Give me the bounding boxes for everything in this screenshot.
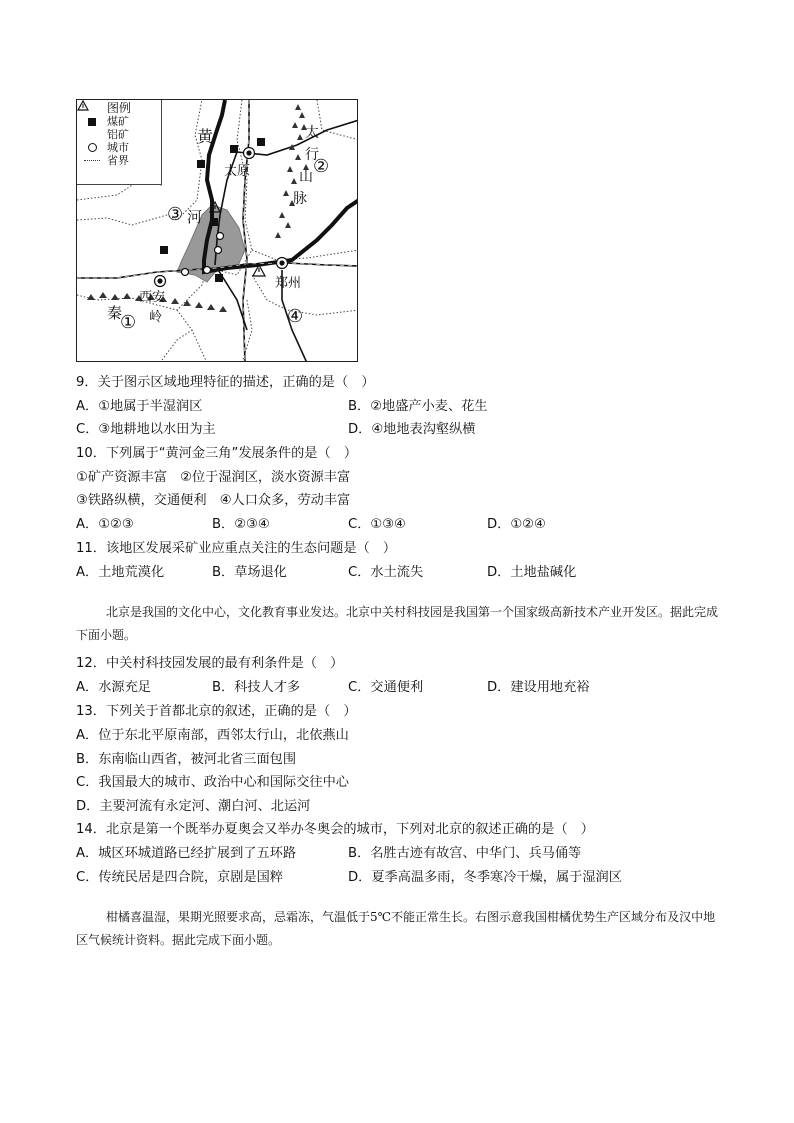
map-label-huang: 黄	[197, 127, 214, 146]
coal-mine-square-icon	[88, 118, 96, 126]
question-13-stem: 13．下列关于首都北京的叙述，正确的是（ ）	[76, 704, 357, 719]
legend-label-border: 省界	[107, 154, 129, 167]
map-label-shan: 山	[299, 169, 313, 185]
question-9-option-a: A．①地属于半湿润区	[76, 399, 203, 414]
question-14-option-b: B．名胜古迹有故宫、中华门、兵马俑等	[348, 846, 582, 861]
question-12-stem: 12．中关村科技园发展的最有利条件是（ ）	[76, 656, 344, 671]
legend-label-coal: 煤矿	[107, 115, 129, 128]
passage-citrus: 柑橘喜温湿，果期光照要求高，忌霜冻，气温低于5℃不能正常生长。右图示意我国柑橘优势生产区域分布及汉中地区气候统计资料。据此完成下面小题。	[76, 910, 716, 947]
question-12-option-d: D．建设用地充裕	[487, 680, 590, 695]
city-circle-icon	[88, 143, 97, 152]
legend-row-border	[77, 154, 161, 167]
map-label-mai: 脉	[293, 191, 307, 207]
question-10-option-d: D．①②④	[487, 517, 546, 532]
question-9-option-c: C．③地耕地以水田为主	[76, 422, 216, 437]
question-14-stem: 14．北京是第一个既举办夏奥会又举办冬奥会的城市，下列对北京的叙述正确的是（ ）	[76, 822, 594, 837]
question-10-item-2: ③铁路纵横，交通便利 ④人口众多，劳动丰富	[76, 493, 351, 508]
question-11-stem: 11．该地区发展采矿业应重点关注的生态问题是（ ）	[76, 541, 397, 556]
question-11-option-a: A．土地荒漠化	[76, 565, 165, 580]
map-legend	[77, 100, 162, 185]
map-label-he: 河	[187, 208, 203, 226]
map-label-region1: ①	[120, 312, 137, 333]
question-10-item-1: ①矿产资源丰富 ②位于湿润区，淡水资源丰富	[76, 470, 351, 485]
question-12-option-a: A．水源充足	[76, 680, 151, 695]
map-label-region4: ④	[287, 306, 304, 327]
question-9-option-d: D．④地地表沟壑纵横	[348, 422, 476, 437]
question-13-option-b: B．东南临山西省，被河北省三面包围	[76, 752, 297, 767]
legend-row-coal	[77, 115, 161, 128]
question-10-option-b: B．②③④	[212, 517, 270, 532]
question-11-option-d: D．土地盐碱化	[487, 565, 577, 580]
question-10-stem: 10．下列属于“黄河金三角”发展条件的是（ ）	[76, 446, 358, 461]
legend-title: 图例	[106, 101, 131, 115]
question-12-option-b: B．科技人才多	[212, 680, 301, 695]
question-13-option-d: D．主要河流有永定河、潮白河、北运河	[76, 799, 311, 814]
question-9-stem: 9．关于图示区域地理特征的描述，正确的是（ ）	[76, 375, 375, 390]
map-label-taiyuan: 太原	[224, 164, 251, 179]
question-13-option-c: C．我国最大的城市、政治中心和国际交往中心	[76, 775, 349, 790]
map-label-hang: 行	[305, 147, 319, 163]
legend-row-city	[77, 141, 161, 154]
legend-label-city: 城市	[107, 141, 129, 154]
question-11-option-c: C．水土流失	[348, 565, 424, 580]
question-13-option-a: A．位于东北平原南部，西邻太行山，北依燕山	[76, 728, 349, 743]
map-label-region2: ②	[313, 156, 330, 177]
question-10-option-c: C．①③④	[348, 517, 406, 532]
question-12-option-c: C．交通便利	[348, 680, 424, 695]
map-label-ling: 岭	[149, 310, 163, 325]
map-label-qin: 秦	[107, 304, 123, 322]
question-11-option-b: B．草场退化	[212, 565, 287, 580]
question-14-option-a: A．城区环城道路已经扩展到了五环路	[76, 846, 297, 861]
passage-beijing: 北京是我国的文化中心，文化教育事业发达。北京中关村科技园是我国第一个国家级高新技术产业开发区。据此完成下面小题。	[76, 605, 719, 642]
question-9-option-b: B．②地盛产小麦、花生	[348, 399, 488, 414]
map-label-zhengzhou: 郑州	[275, 276, 302, 291]
map-label-xian: 西安	[139, 290, 166, 305]
map-label-region3: ③	[167, 204, 184, 225]
question-10-option-a: A．①②③	[76, 517, 134, 532]
legend-label-aluminum: 铝矿	[107, 128, 129, 141]
region-map	[76, 99, 358, 362]
province-border-dotted-icon	[84, 160, 100, 161]
question-14-option-d: D．夏季高温多雨，冬季寒冷干燥，属于湿润区	[348, 870, 622, 885]
map-label-tai: 太	[305, 125, 319, 141]
legend-row-aluminum	[77, 128, 161, 141]
question-14-option-c: C．传统民居是四合院，京剧是国粹	[76, 870, 284, 885]
aluminum-mine-triangle-icon	[77, 100, 89, 111]
